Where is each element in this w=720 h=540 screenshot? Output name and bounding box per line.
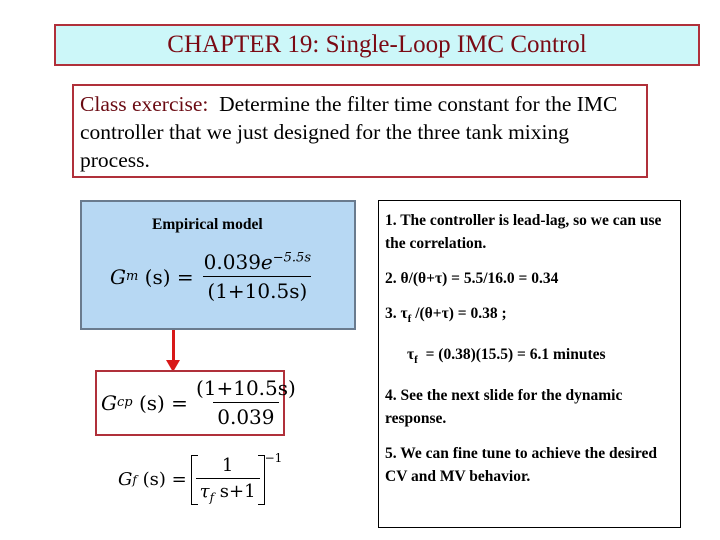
gm-equation — [110, 250, 315, 303]
step-2: 2. θ/(θ+τ) = 5.5/16.0 = 0.34 — [385, 270, 559, 287]
gf-lhs: G — [118, 469, 133, 491]
gf-exponent: −1 — [264, 451, 283, 465]
empirical-model-label: Empirical model — [152, 216, 263, 233]
gm-denominator: (1+10.5s) — [203, 276, 311, 303]
step-1: 1. The controller is lead-lag, so we can use the correlation. — [385, 212, 662, 252]
exercise-text: Determine the filter time constant for the IMC controller that we just designed for the three tank mixing process. — [80, 92, 623, 172]
gm-num-exp: −5.5s — [272, 250, 312, 266]
step-4: 4. See the next slide for the dynamic response. — [385, 387, 623, 428]
step-3c-b: = (0.38)(15.5) = 6.1 minutes — [417, 346, 606, 364]
gcp-arg: (s) = — [132, 390, 188, 415]
gcp-lhs: G — [101, 390, 117, 415]
gf-den-tau: τ — [199, 481, 210, 502]
gcp-denominator: 0.039 — [213, 402, 278, 429]
slide-title — [54, 24, 700, 66]
empirical-model-box — [80, 200, 356, 330]
exercise-box — [72, 84, 648, 178]
gm-fraction — [200, 250, 315, 303]
gm-lhs: G — [110, 264, 126, 289]
gf-denominator — [196, 478, 260, 505]
step-3-sub: f — [407, 313, 412, 326]
gm-numerator — [200, 250, 315, 276]
gf-equation — [118, 451, 283, 505]
step-3c-a: τ — [407, 346, 415, 364]
step-3-b: /(θ+τ) = 0.38 ; — [411, 305, 507, 322]
gf-arg: (s) = — [136, 469, 187, 491]
gm-num-e: e — [260, 250, 273, 274]
gf-den-rest: s+1 — [214, 481, 256, 502]
arrow-shaft — [172, 330, 175, 364]
slide-title-text: CHAPTER 19: Single-Loop IMC Control — [167, 31, 587, 58]
gcp-box — [95, 370, 296, 436]
gf-sub: f — [132, 472, 137, 487]
gf-numerator: 1 — [221, 455, 234, 476]
step-3-calc — [385, 343, 674, 372]
gcp-sub: cp — [116, 395, 133, 410]
step-3 — [385, 302, 674, 331]
gcp-numerator: (1+10.5s) — [195, 376, 296, 400]
step-3-a: 3. τ — [385, 305, 408, 322]
gf-den-sub: f — [209, 490, 215, 505]
gm-num-coef: 0.039 — [203, 250, 261, 274]
exercise-lead: Class exercise: — [80, 92, 209, 116]
gm-sub: m — [125, 269, 139, 284]
solution-steps-box — [378, 200, 681, 528]
step-3c-sub: f — [414, 354, 418, 367]
gf-bracket — [191, 455, 265, 505]
gf-fraction — [196, 455, 260, 505]
gcp-equation — [101, 376, 300, 429]
gm-arg: (s) = — [138, 264, 194, 289]
step-5: 5. We can fine tune to achieve the desired CV and MV behavior. — [385, 445, 657, 486]
gcp-fraction — [192, 376, 300, 429]
